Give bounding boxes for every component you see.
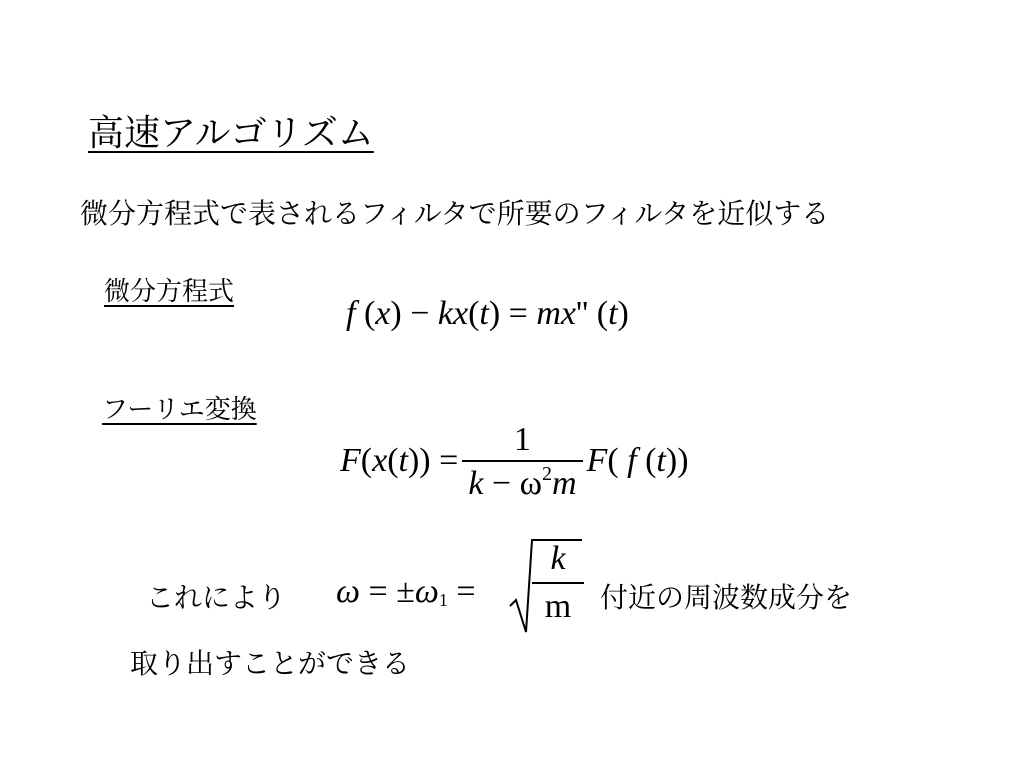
condition-prefix: これにより — [146, 581, 287, 614]
eq2-term: x — [372, 441, 388, 479]
eq2-term: ( — [387, 441, 399, 479]
subscript: 1 — [438, 590, 448, 610]
condition-suffix: 付近の周波数成分を — [600, 581, 853, 614]
eq3-term: = ± — [360, 573, 415, 610]
eq1-term: ) − — [390, 295, 438, 332]
eq2-term: m — [551, 465, 577, 502]
eq3-term: = — [447, 573, 476, 610]
eq1-term: ) = — [488, 295, 537, 332]
differential-equation — [346, 294, 629, 334]
eq1-term: x — [375, 295, 391, 332]
eq2-term: F — [340, 441, 361, 479]
square-root — [508, 536, 584, 636]
fraction-denominator — [462, 460, 582, 506]
sqrt-fraction — [532, 536, 584, 630]
lead-sentence: 微分方程式で表されるフィルタで所要のフィルタを近似する — [80, 197, 830, 230]
eq2-term: k — [468, 465, 484, 502]
sqrt-denominator: m — [532, 582, 584, 630]
eq3-term: ω — [414, 573, 439, 610]
eq1-term: mx — [536, 295, 576, 332]
eq2-term: ( — [607, 441, 628, 479]
closing-line: 取り出すことができる — [130, 647, 411, 680]
exponent: 2 — [541, 463, 552, 485]
eq2-term: )) = — [407, 441, 459, 479]
eq2-term: f — [627, 441, 637, 479]
slide-title: 高速アルゴリズム — [88, 113, 374, 154]
eq3-term: ω — [336, 573, 361, 610]
fourier-equation — [340, 420, 689, 506]
eq2-term: t — [398, 441, 408, 479]
eq1-term: ( — [468, 295, 480, 332]
label-fourier-transform: フーリエ変換 — [102, 395, 257, 425]
eq2-term: )) — [665, 441, 689, 479]
eq2-term: t — [656, 441, 666, 479]
eq1-term: kx — [437, 295, 469, 332]
fraction-numerator: 1 — [513, 421, 531, 458]
eq1-term: ) — [617, 295, 629, 332]
eq1-term: ( — [355, 295, 376, 332]
fourier-fraction — [462, 420, 582, 506]
eq2-term: ( — [360, 441, 373, 479]
eq1-term: t — [608, 295, 618, 332]
frequency-equation — [336, 572, 476, 612]
eq1-term: t — [479, 295, 489, 332]
label-differential-equation: 微分方程式 — [104, 277, 235, 307]
sqrt-numerator: k — [550, 540, 566, 577]
eq2-term: F — [586, 441, 608, 479]
eq1-term: '' ( — [576, 295, 609, 332]
eq2-term: − ω — [483, 465, 542, 502]
eq2-term: ( — [636, 441, 657, 479]
eq1-term: f — [346, 295, 356, 332]
